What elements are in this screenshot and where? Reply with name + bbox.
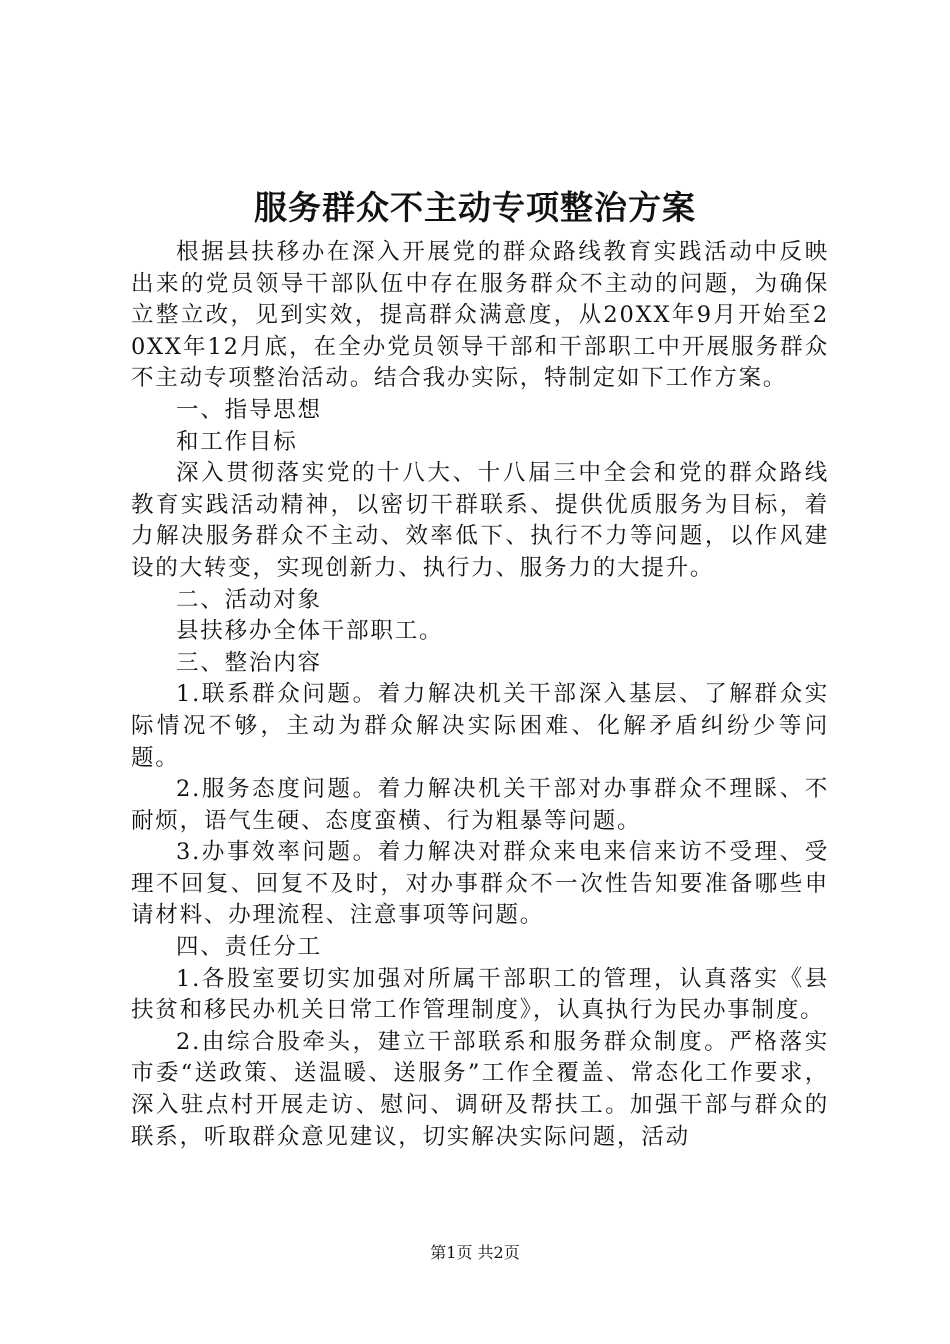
paragraph-content-2: 2.服务态度问题。着力解决机关干部对办事群众不理睬、不耐烦，语气生硬、态度蛮横、行为粗暴等问题。 <box>131 776 829 834</box>
document-title: 服务群众不主动专项整治方案 <box>254 188 696 227</box>
document-body <box>131 237 829 1153</box>
paragraph-target: 县扶移办全体干部职工。 <box>176 618 444 645</box>
paragraph-responsibility-1: 1.各股室要切实加强对所属干部职工的管理，认真落实《县扶贫和移民办机关日常工作管理制度》，认真执行为民办事制度。 <box>131 965 829 1024</box>
paragraph-responsibility-2: 2.由综合股牵头，建立干部联系和服务群众制度。严格落实市委“送政策、送温暖、送服务”工作全覆盖、常态化工作要求，深入驻点村开展走访、慰问、调研及帮扶工。加强干部与群众的联系，听取群众意见建议，切实解决实际问题，活动 <box>131 1028 829 1150</box>
heading-rectification-content: 三、整治内容 <box>176 649 322 676</box>
heading-activity-target: 二、活动对象 <box>176 586 322 613</box>
heading-responsibility: 四、责任分工 <box>176 934 322 961</box>
paragraph-content-1: 1.联系群众问题。着力解决机关干部深入基层、了解群众实际情况不够，主动为群众解决实际困难、化解矛盾纠纷少等问题。 <box>131 681 829 771</box>
page-footer: 第1页 共2页 <box>430 1243 520 1262</box>
paragraph-goal: 深入贯彻落实党的十八大、十八届三中全会和党的群众路线教育实践活动精神，以密切干群联系、提供优质服务为目标，着力解决服务群众不主动、效率低下、执行不力等问题，以作风建设的大转变，实现创新力、执行力、服务力的大提升。 <box>131 460 829 581</box>
paragraph-intro: 根据县扶移办在深入开展党的群众路线教育实践活动中反映出来的党员领导干部队伍中存在服务群众不主动的问题，为确保立整立改，见到实效，提高群众满意度，从20XX年9月开始至20XX年12月底，在全办党员领导干部和干部职工中开展服务群众不主动专项整治活动。结合我办实际，特制定如下工作方案。 <box>131 239 829 392</box>
heading-work-goal: 和工作目标 <box>176 428 298 455</box>
heading-guiding-thought: 一、指导思想 <box>176 396 322 423</box>
paragraph-content-3: 3.办事效率问题。着力解决对群众来电来信来访不受理、受理不回复、回复不及时，对办事群众不一次性告知要准备哪些申请材料、办理流程、注意事项等问题。 <box>131 839 829 929</box>
